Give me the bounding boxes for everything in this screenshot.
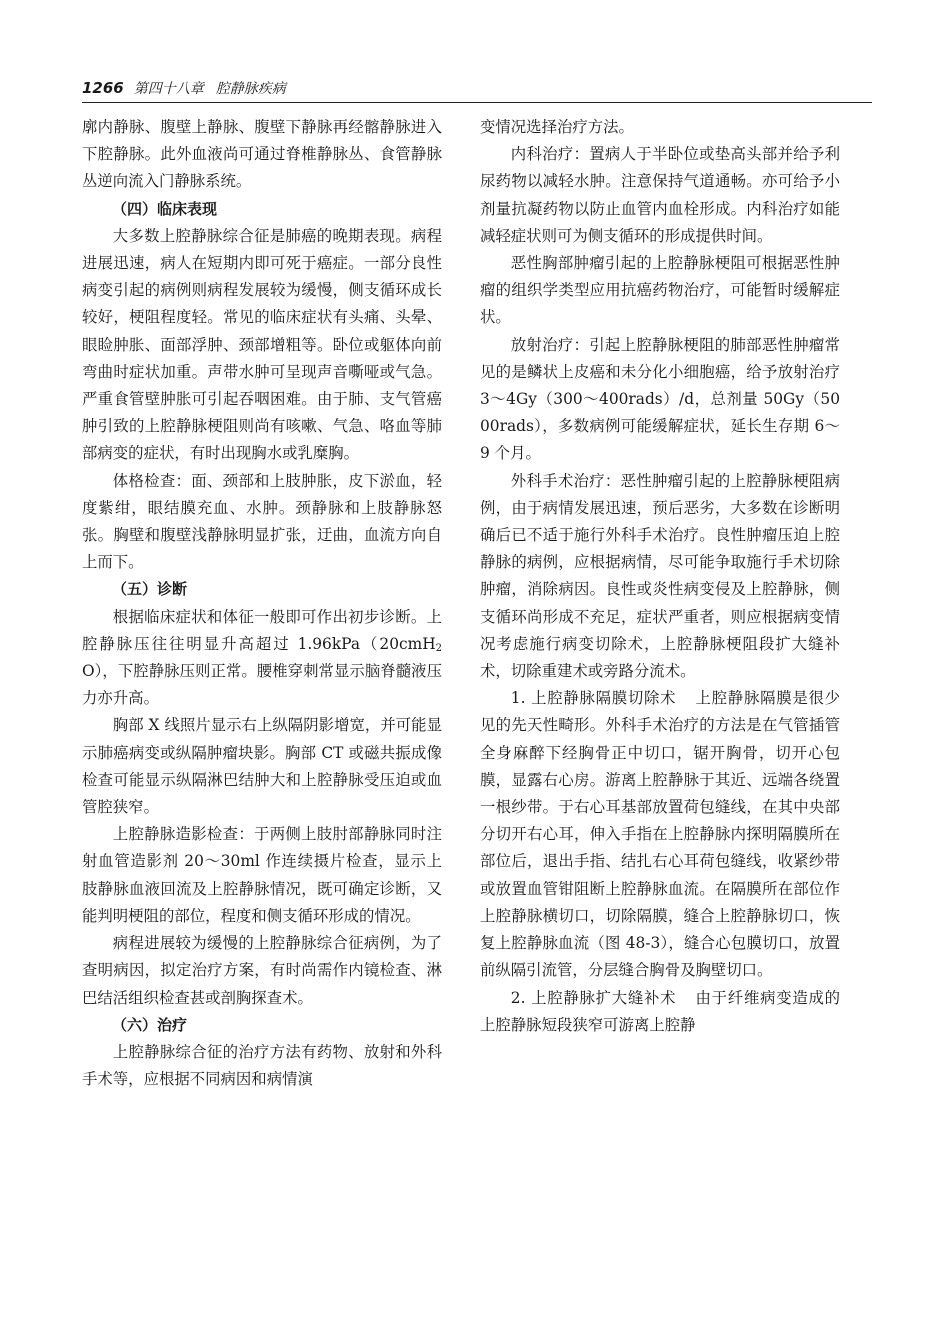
- paragraph: 根据临床症状和体征一般即可作出初步诊断。上腔静脉压往往明显升高超过 1.96kPa（20cmH$_2$O），下腔静脉压则正常。腰椎穿刺常显示脑脊髓液压力亦升高。: [82, 607, 442, 708]
- paragraph: 内科治疗：置病人于半卧位或垫高头部并给予利尿药物以减轻水肿。注意保持气道通畅。亦可给予小剂量抗凝药物以防止血管内血栓形成。内科治疗如能减轻症状则可为侧支循环的形成提供时间。: [480, 145, 840, 245]
- paragraph: 廓内静脉、腹壁上静脉、腹壁下静脉再经髂静脉进入下腔静脉。此外血液尚可通过脊椎静脉丛、食管静脉丛逆向流入门静脉系统。: [82, 118, 442, 191]
- paragraph: 大多数上腔静脉综合征是肺癌的晚期表现。病程进展迅速，病人在短期内即可死于癌症。一部分良性病变引起的病例则病程发展较为缓慢，侧支循环成长较好，梗阻程度轻。常见的临床症状有头痛、头晕、眼睑肿胀、面部浮肿、颈部增粗等。卧位或躯体向前弯曲时症状加重。声带水肿可呈现声音嘶哑或气急。严重食管壁肿胀可引起吞咽困难。由于肺、支气管癌肿引致的上腔静脉梗阻则尚有咳嗽、气急、咯血等肺部病变的症状，有时出现胸水或乳糜胸。: [82, 226, 442, 463]
- paragraph: 上腔静脉综合征的治疗方法有药物、放射和外科手术等，应根据不同病因和病情演: [82, 1042, 442, 1089]
- chapter-title: 腔静脉疾病: [215, 81, 286, 97]
- left-column: [82, 114, 442, 1093]
- running-header: [82, 78, 872, 103]
- paragraph: 病程进展较为缓慢的上腔静脉综合征病例，为了查明病因，拟定治疗方案，有时尚需作内镜检查、淋巴结活组织检查甚或剖胸探查术。: [82, 934, 442, 1007]
- right-column: [480, 114, 840, 1039]
- chapter-number: 第四十八章: [133, 81, 204, 97]
- subsection-title: 2. 上腔静脉扩大缝补术: [510, 988, 677, 1007]
- section-heading-diagnosis: （五）诊断: [112, 580, 188, 599]
- paragraph: 放射治疗：引起上腔静脉梗阻的肺部恶性肿瘤常见的是鳞状上皮癌和未分化小细胞癌，给予放射治疗 3～4Gy（300～400rads）/d，总剂量 50Gy（5000rads），多数病例可能缓解症状，延长生存期 6～9 个月。: [480, 335, 840, 463]
- section-heading-treatment: （六）治疗: [112, 1015, 188, 1034]
- subscript: 2: [435, 642, 442, 654]
- paragraph: 外科手术治疗：恶性肿瘤引起的上腔静脉梗阻病例，由于病情发展迅速，预后恶劣，大多数在诊断明确后已不适于施行外科手术治疗。良性肿瘤压迫上腔静脉的病例，应根据病情，尽可能争取施行手术切除肿瘤，消除病因。良性或炎性病变侵及上腔静脉，侧支循环尚形成不充足，症状严重者，则应根据病变情况考虑施行病变切除术，上腔静脉梗阻段扩大缝补术，切除重建术或旁路分流术。: [480, 471, 840, 681]
- paragraph: 上腔静脉造影检查：于两侧上肢肘部静脉同时注射血管造影剂 20～30ml 作连续摄片检查，显示上肢静脉血液回流及上腔静脉情况，既可确定诊断，又能判明梗阻的部位，程度和侧支循环形成的情况。: [82, 825, 442, 925]
- page-number: 1266: [82, 79, 124, 97]
- section-heading-clinical: （四）临床表现: [112, 199, 218, 218]
- subsection-title: 1. 上腔静脉隔膜切除术: [510, 689, 677, 708]
- paragraph: 2. 上腔静脉扩大缝补术 由于纤维病变造成的上腔静脉短段狭窄可游离上腔静: [480, 988, 840, 1034]
- paragraph: 体格检查：面、颈部和上肢肿胀，皮下淤血，轻度紫绀，眼结膜充血、水肿。颈静脉和上肢静脉怒张。胸壁和腹壁浅静脉明显扩张，迂曲，血流方向自上而下。: [82, 471, 442, 572]
- paragraph: 胸部 X 线照片显示右上纵隔阴影增宽，并可能显示肺癌病变或纵隔肿瘤块影。胸部 CT 或磁共振成像检查可能显示纵隔淋巴结肿大和上腔静脉受压迫或血管腔狭窄。: [82, 716, 442, 817]
- paragraph: 1. 上腔静脉隔膜切除术 上腔静脉隔膜是很少见的先天性畸形。外科手术治疗的方法是在气管插管全身麻醉下经胸骨正中切口，锯开胸骨，切开心包膜，显露右心房。游离上腔静脉于其近、远端各绕置一根纱带。于右心耳基部放置荷包缝线，在其中央部分切开右心耳，伸入手指在上腔静脉内探明隔膜所在部位后，退出手指、结扎右心耳荷包缝线，收紧纱带或放置血管钳阻断上腔静脉血流。在隔膜所在部位作上腔静脉横切口，切除隔膜，缝合上腔静脉切口，恢复上腔静脉血流（图 48-3），缝合心包膜切口，放置前纵隔引流管，分层缝合胸骨及胸壁切口。: [480, 689, 840, 980]
- paragraph: 变情况选择治疗方法。: [480, 118, 634, 136]
- paragraph: 恶性胸部肿瘤引起的上腔静脉梗阻可根据恶性肿瘤的组织学类型应用抗癌药物治疗，可能暂时缓解症状。: [480, 254, 840, 327]
